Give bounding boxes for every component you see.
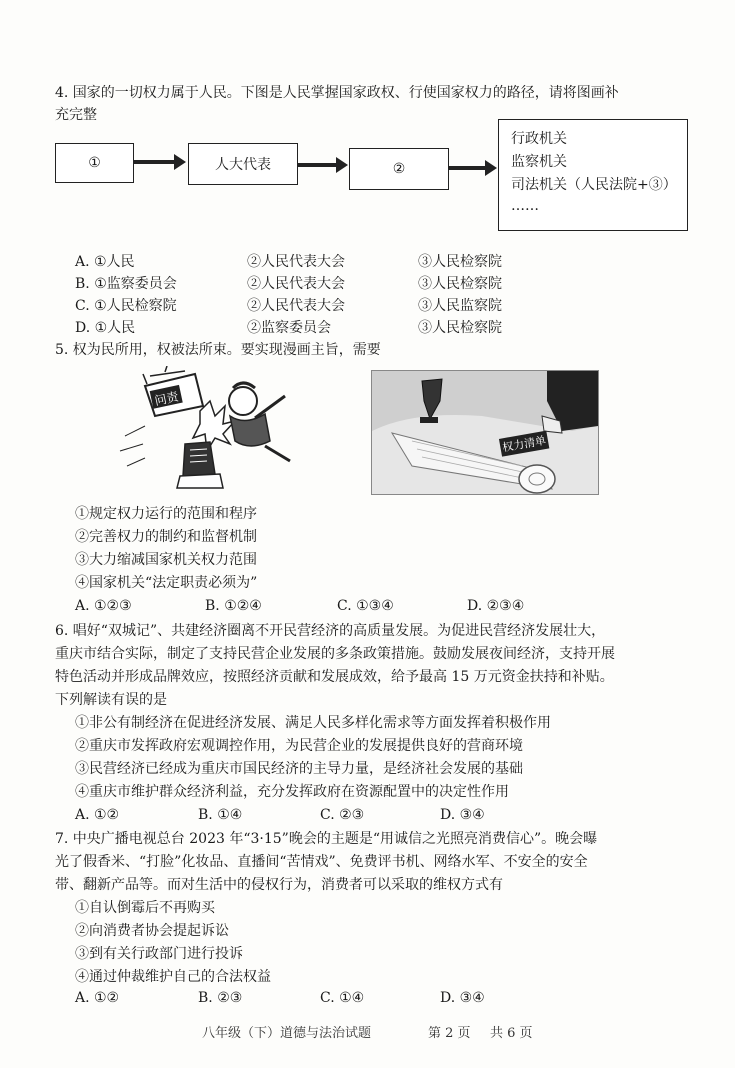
q6-choice-b: B. ①④: [198, 807, 243, 823]
q4-option-d-3: ③人民检察院: [418, 320, 502, 336]
q6-stem-line2: 重庆市结合实际，制定了支持民营企业发展的多条政策措施。鼓励发展夜间经济，支持开展: [55, 646, 615, 662]
q6-choice-a: A. ①②: [75, 807, 120, 823]
q7-choice-a: A. ①②: [75, 990, 120, 1006]
q5-choice-a: A. ①②③: [75, 598, 132, 614]
q5-item-3: ③大力缩减国家机关权力范围: [75, 552, 257, 568]
flow-box-3: ②: [349, 148, 449, 190]
footer-page: 第 2 页: [428, 1026, 471, 1041]
q4-stem-line2: 充完整: [55, 107, 97, 123]
q7-item-2: ②向消费者协会提起诉讼: [75, 923, 229, 939]
q4-option-a-3: ③人民检察院: [418, 254, 502, 270]
flow-box-4-line1: 行政机关: [511, 131, 567, 147]
q4-option-a: A. ①人民: [75, 254, 135, 270]
cartoon-left-label: 问责: [153, 389, 180, 409]
q7-choice-c: C. ①④: [320, 990, 365, 1006]
q5-choice-d: D. ②③④: [467, 598, 525, 614]
q4-stem-line1: 4. 国家的一切权力属于人民。下图是人民掌握国家政权、行使国家权力的路径，请将图画补: [55, 85, 619, 101]
q5-item-2: ②完善权力的制约和监督机制: [75, 529, 257, 545]
q4-option-a-2: ②人民代表大会: [247, 254, 345, 270]
flow-box-4-line4: ……: [511, 198, 539, 214]
q4-option-c-3: ③人民监察院: [418, 298, 502, 314]
q5-stem: 5. 权为民所用，权被法所束。要实现漫画主旨，需要: [55, 342, 381, 358]
cartoon-power-list: [371, 370, 599, 495]
q4-option-c: C. ①人民检察院: [75, 298, 177, 314]
q6-stem-line4: 下列解读有误的是: [55, 692, 167, 708]
q4-option-c-2: ②人民代表大会: [247, 298, 345, 314]
q5-item-1: ①规定权力运行的范围和程序: [75, 506, 257, 522]
q7-choice-b: B. ②③: [198, 990, 243, 1006]
q4-option-d: D. ①人民: [75, 320, 136, 336]
q5-choice-b: B. ①②④: [205, 598, 262, 614]
flow-box-4: [498, 119, 688, 231]
q4-option-b: B. ①监察委员会: [75, 276, 177, 292]
q7-choice-d: D. ③④: [440, 990, 485, 1006]
flow-box-4-line2: 监察机关: [511, 154, 567, 170]
flow-arrow-3: [449, 160, 497, 176]
q6-choice-c: C. ②③: [320, 807, 365, 823]
q4-option-b-2: ②人民代表大会: [247, 276, 345, 292]
cartoon-accountability: [115, 366, 295, 491]
q4-option-d-2: ②监察委员会: [247, 320, 331, 336]
q6-item-1: ①非公有制经济在促进经济发展、满足人民多样化需求等方面发挥着积极作用: [75, 715, 551, 731]
q4-option-b-3: ③人民检察院: [418, 276, 502, 292]
flow-arrow-2: [298, 157, 348, 173]
flow-arrow-1: [134, 154, 186, 170]
q6-item-3: ③民营经济已经成为重庆市国民经济的主导力量，是经济社会发展的基础: [75, 761, 523, 777]
q7-item-4: ④通过仲裁维护自己的合法权益: [75, 969, 271, 985]
cartoon-right-label: 权力清单: [501, 433, 548, 455]
q7-stem-line2: 光了假香米、“打脸”化妆品、直播间“苦情戏”、免费评书机、网络水军、不安全的安全: [55, 854, 588, 870]
q5-item-4: ④国家机关“法定职责必须为”: [75, 575, 258, 591]
flow-box-2: 人大代表: [188, 143, 298, 185]
q6-stem-line3: 特色活动并形成品牌效应，按照经济贡献和发展成效，给予最高 15 万元资金扶持和补贴。: [55, 669, 614, 685]
footer-total: 共 6 页: [490, 1026, 533, 1041]
q7-stem-line1: 7. 中央广播电视总台 2023 年“3·15”晚会的主题是“用诚信之光照亮消费信心”。晚会曝: [55, 831, 598, 847]
q6-item-2: ②重庆市发挥政府宏观调控作用，为民营企业的发展提供良好的营商环境: [75, 738, 523, 754]
footer-subject: 八年级（下）道德与法治试题: [202, 1026, 372, 1041]
q6-item-4: ④重庆市维护群众经济利益，充分发挥政府在资源配置中的决定性作用: [75, 784, 509, 800]
q7-item-1: ①自认倒霉后不再购买: [75, 900, 215, 916]
flow-box-4-line3: 司法机关（人民法院+③）: [511, 177, 677, 193]
flow-box-1: ①: [55, 143, 134, 183]
q7-item-3: ③到有关行政部门进行投诉: [75, 946, 243, 962]
q7-stem-line3: 带、翻新产品等。而对生活中的侵权行为，消费者可以采取的维权方式有: [55, 877, 503, 893]
q6-choice-d: D. ③④: [440, 807, 485, 823]
q5-choice-c: C. ①③④: [337, 598, 394, 614]
q6-stem-line1: 6. 唱好“双城记”、共建经济圈离不开民营经济的高质量发展。为促进民营经济发展壮大，: [55, 623, 606, 639]
